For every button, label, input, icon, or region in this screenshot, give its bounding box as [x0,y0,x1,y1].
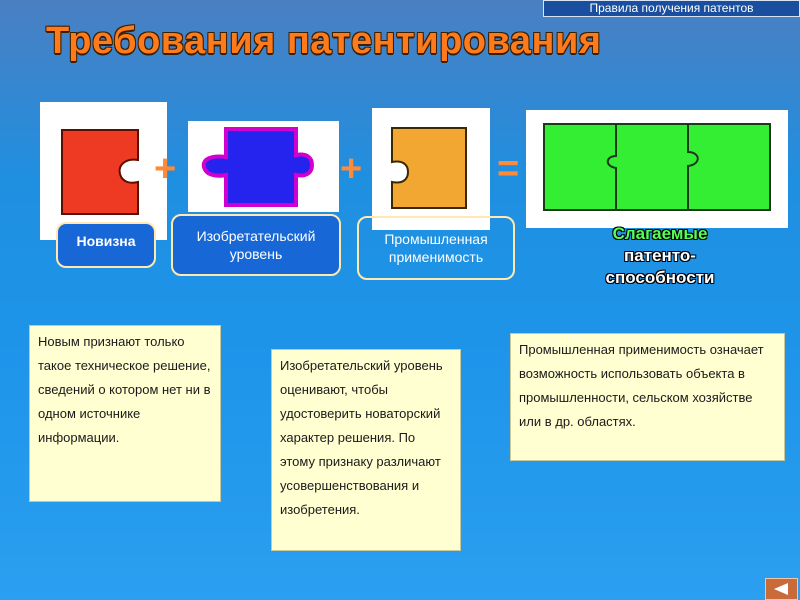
industrial-applicability-label: Промышленная применимость [357,216,515,280]
red-puzzle-piece-icon [40,102,167,240]
page-title: Требования патентирования [46,20,602,62]
novelty-card [40,102,167,240]
inventive-card [188,121,339,212]
green-combined-puzzle-icon [526,110,788,228]
sum-label-line3: способности [605,268,715,287]
blue-puzzle-piece-icon [188,121,339,212]
header-tag: Правила получения патентов [543,0,800,17]
sum-label-line1: Слагаемые [612,224,708,243]
sum-label [560,223,760,289]
sum-label-line2: патенто- [624,246,696,265]
equals-sign: = [497,148,520,190]
orange-puzzle-piece-icon [372,108,490,230]
novelty-label: Новизна [56,222,156,268]
plus-sign-1: + [154,148,177,190]
combined-card [526,110,788,228]
plus-sign-2: + [340,148,363,190]
back-nav-button[interactable] [765,578,798,600]
applicability-note: Промышленная применимость означает возможность использовать объекта в промышленности, сельском хозяйстве или в др. областях. [510,333,785,461]
inventive-level-label: Изобретательский уровень [171,214,341,276]
applicability-card [372,108,490,230]
back-arrow-icon [766,579,797,599]
novelty-note: Новым признают только такое техническое решение, сведений о котором нет ни в одном источнике информации. [29,325,221,502]
inventive-note: Изобретательский уровень оценивают, чтобы удостоверить новаторский характер решения. По этому признаку различают усовершенствования и изобретения. [271,349,461,551]
